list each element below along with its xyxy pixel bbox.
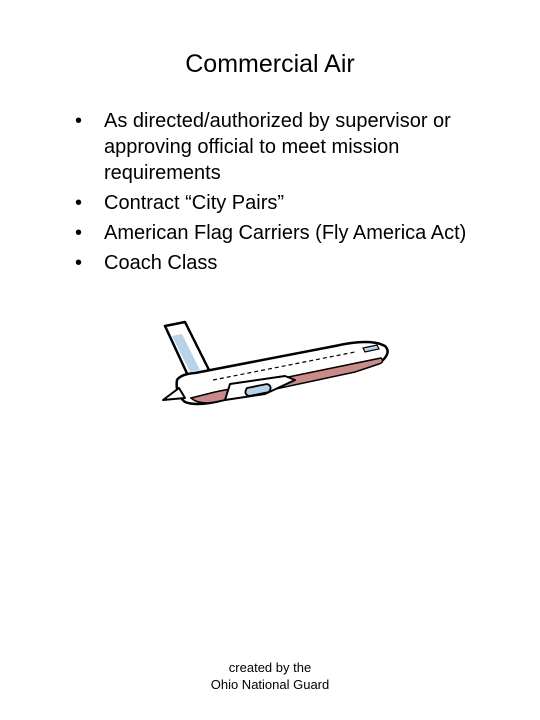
bullet-marker: •: [75, 222, 83, 244]
footer-line-1: created by the: [228, 660, 312, 675]
bullet-item-city-pairs: [75, 190, 495, 216]
bullet-text: As directed/authorized by supervisor or approving official to meet mission requirements: [104, 110, 451, 184]
bullet-text: Coach Class: [104, 252, 218, 274]
bullet-item-coach-class: [75, 250, 495, 276]
footer-line-2: Ohio National Guard: [210, 677, 330, 692]
bullet-marker: •: [75, 110, 83, 132]
airplane-icon: [155, 318, 390, 413]
bullet-marker: •: [75, 252, 83, 274]
bullet-item-authorization: [75, 108, 495, 186]
bullet-list: [75, 108, 495, 280]
bullet-text: Contract “City Pairs”: [104, 192, 285, 214]
bullet-text: American Flag Carriers (Fly America Act): [104, 222, 467, 244]
slide-title: Commercial Air: [185, 50, 355, 78]
bullet-item-flag-carriers: [75, 220, 495, 246]
footer-credit: [0, 659, 540, 693]
bullet-marker: •: [75, 192, 83, 214]
